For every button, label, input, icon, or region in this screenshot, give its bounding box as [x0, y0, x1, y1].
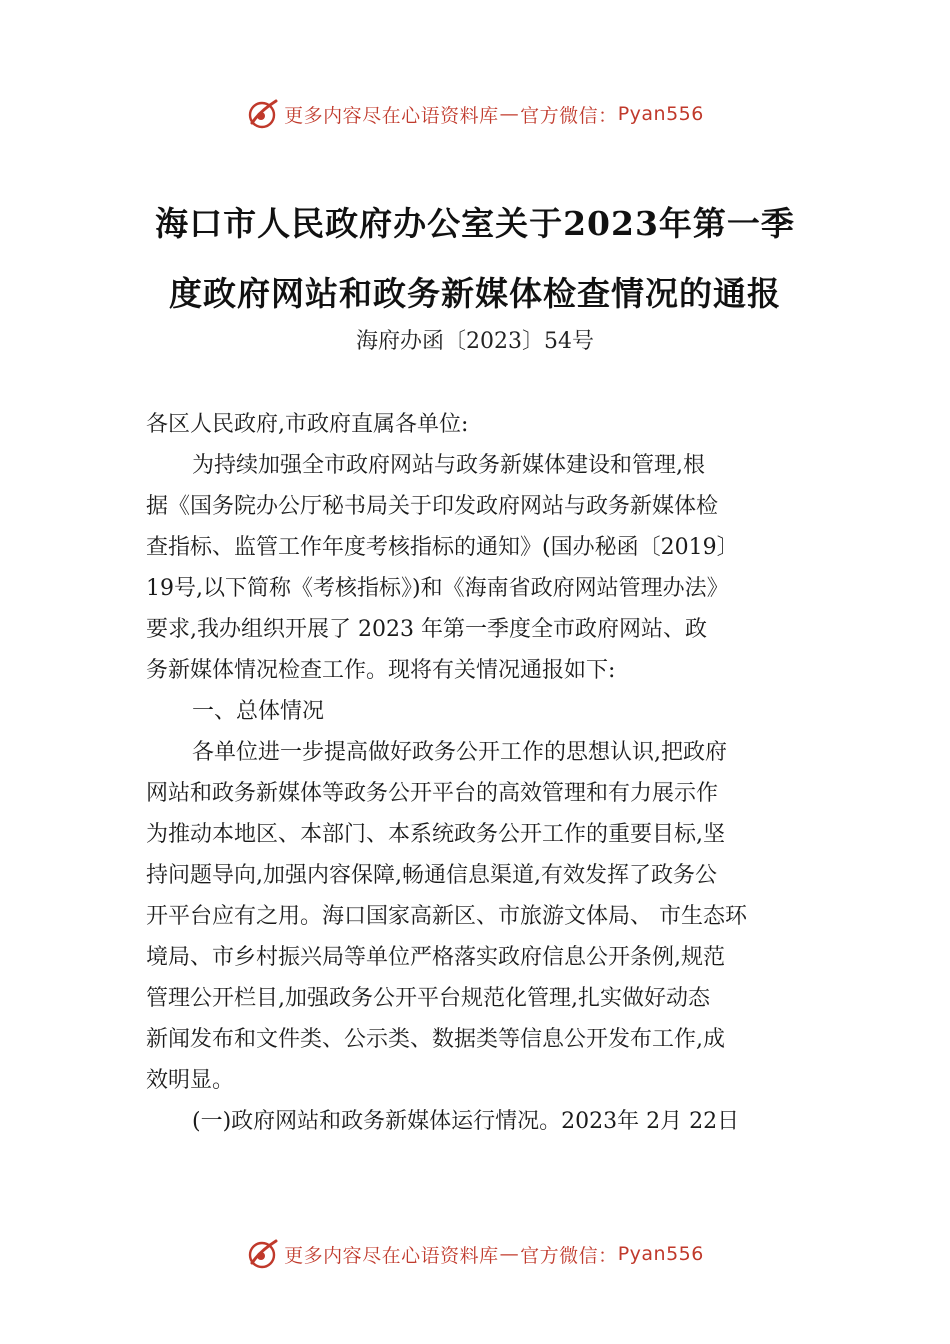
body-line: 持问题导向,加强内容保障,畅通信息渠道,有效发挥了政务公 [146, 863, 717, 888]
body-line: 务新媒体情况检查工作。现将有关情况通报如下: [146, 658, 616, 683]
watermark-banner-bottom [0, 1236, 950, 1272]
watermark-site-text: 更多内容尽在心语资料库 [284, 104, 499, 127]
salutation: 各区人民政府,市政府直属各单位: [146, 412, 469, 437]
body-line: 开平台应有之用。海口国家高新区、市旅游文体局、 市生态环 [146, 904, 747, 929]
body-line: 为推动本地区、本部门、本系统政务公开工作的重要目标,坚 [146, 822, 725, 847]
document-title-line-2: 度政府网站和政务新媒体检查情况的通报 [169, 274, 781, 313]
watermark-site-text: 更多内容尽在心语资料库 [284, 1244, 499, 1267]
body-line: 境局、市乡村振兴局等单位严格落实政府信息公开条例,规范 [146, 945, 725, 970]
watermark-separator: — [499, 1243, 520, 1265]
watermark-wechat-id: Pyan556 [617, 1243, 704, 1265]
watermark-wechat-label: 官方微信： [520, 104, 618, 127]
body-line: 查指标、监管工作年度考核指标的通知》(国办秘函〔2019〕 [146, 535, 739, 560]
body-line: 网站和政务新媒体等政务公开平台的高效管理和有力展示作 [146, 781, 719, 806]
body-line: 效明显。 [146, 1068, 235, 1093]
body-line: 为持续加强全市政府网站与政务新媒体建设和管理,根 [192, 453, 705, 478]
document-body [146, 404, 836, 1142]
body-line: 管理公开栏目,加强政务公开平台规范化管理,扎实做好动态 [146, 986, 710, 1011]
watermark-wechat-label: 官方微信： [520, 1244, 618, 1267]
watermark-separator: — [499, 103, 520, 125]
body-line: 新闻发布和文件类、公示类、数据类等信息公开发布工作,成 [146, 1027, 725, 1052]
body-line: 各单位进一步提高做好政务公开工作的思想认识,把政府 [192, 740, 727, 765]
watermark-wechat-id: Pyan556 [617, 103, 704, 125]
body-line: 19号,以下简称《考核指标》)和《海南省政府网站管理办法》 [146, 576, 729, 601]
body-line: 一、总体情况 [192, 699, 325, 724]
body-paragraphs [146, 445, 836, 1142]
document-number: 海府办函〔2023〕54号 [356, 329, 594, 354]
document-title-line-1: 海口市人民政府办公室关于2023年第一季 [155, 204, 795, 243]
brush-logo-icon [246, 1237, 280, 1271]
brush-logo-icon [246, 97, 280, 131]
body-line: 要求,我办组织开展了 2023 年第一季度全市政府网站、政 [146, 617, 707, 642]
body-line: 据《国务院办公厅秘书局关于印发政府网站与政务新媒体检 [146, 494, 719, 519]
watermark-banner-top [0, 96, 950, 132]
body-line: (一)政府网站和政务新媒体运行情况。2023年 2月 22日 [192, 1109, 740, 1134]
